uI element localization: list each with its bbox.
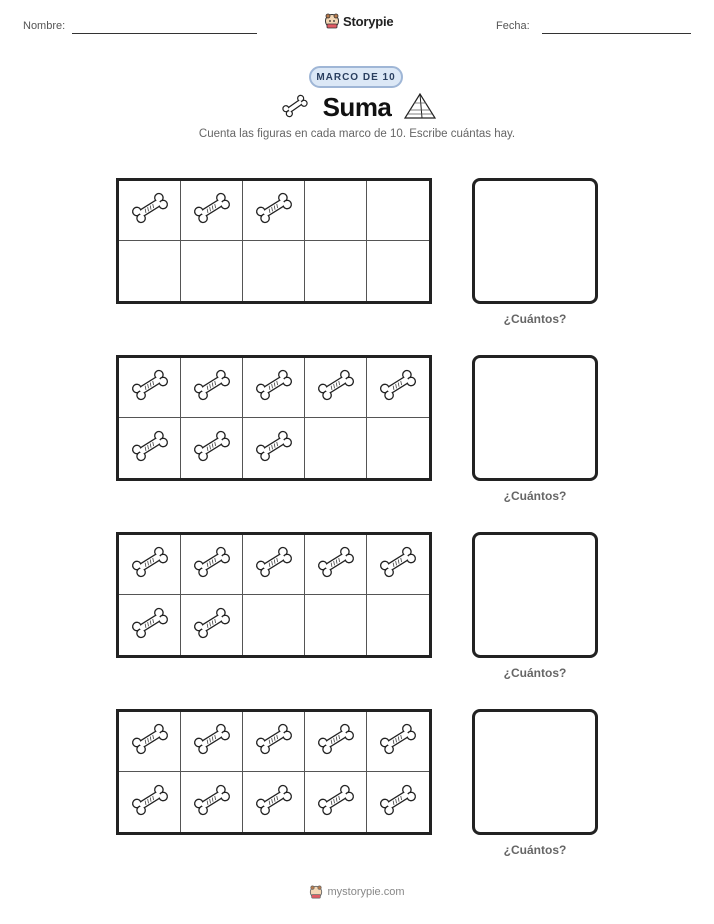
ten-frame-cell [181,241,243,301]
worksheet-badge: MARCO DE 10 [309,66,403,88]
bone-icon [314,368,358,407]
ten-frame-cell [367,712,429,772]
ten-frame-cell [181,358,243,418]
ten-frame-cell [243,712,305,772]
bone-icon [128,368,172,407]
answer-box[interactable] [472,178,598,304]
ten-frame [116,532,432,658]
ten-frame-cell [119,595,181,655]
ten-frame-cell [119,712,181,772]
bone-icon [376,368,420,407]
count-question-label: ¿Cuántos? [503,312,567,326]
answer-box[interactable] [472,709,598,835]
bone-icon [128,429,172,468]
bone-icon [252,191,296,230]
storypie-mascot-icon [309,885,323,899]
bone-icon [128,191,172,230]
instructions: Cuenta las figuras en cada marco de 10. Escribe cuántas hay. [198,128,516,140]
ten-frame-cell [181,712,243,772]
ten-frame-cell [305,595,367,655]
bone-icon [252,545,296,584]
pyramid-icon [402,92,438,122]
ten-frame-cell [367,535,429,595]
bone-icon [280,93,310,119]
ten-frame-cell [243,241,305,301]
ten-frame-cell [243,595,305,655]
bone-icon [252,368,296,407]
ten-frame-cell [181,772,243,832]
count-question-label: ¿Cuántos? [503,843,567,857]
bone-icon [190,545,234,584]
count-question-label: ¿Cuántos? [503,666,567,680]
name-line[interactable] [72,33,257,34]
bone-icon [128,722,172,761]
ten-frame-cell [119,535,181,595]
bone-icon [128,545,172,584]
bone-icon [252,783,296,822]
ten-frame [116,178,432,304]
ten-frame-cell [119,241,181,301]
ten-frame-cell [367,241,429,301]
bone-icon [190,606,234,645]
ten-frame-cell [181,535,243,595]
bone-icon [190,429,234,468]
bone-icon [376,783,420,822]
ten-frame-cell [367,418,429,478]
ten-frame-cell [305,712,367,772]
ten-frame-cell [367,595,429,655]
ten-frame-cell [243,358,305,418]
footer-url[interactable]: mystorypie.com [327,886,405,898]
bone-icon [190,191,234,230]
ten-frame-cell [119,772,181,832]
ten-frame-cell [305,418,367,478]
bone-icon [190,783,234,822]
ten-frame-cell [119,358,181,418]
bone-icon [128,783,172,822]
ten-frame-cell [243,181,305,241]
ten-frame-cell [305,772,367,832]
ten-frame-cell [243,418,305,478]
ten-frame-cell [243,535,305,595]
date-label: Fecha: [496,20,530,32]
ten-frame-cell [119,418,181,478]
footer [0,885,714,899]
bone-icon [190,722,234,761]
brand-name: Storypie [343,13,394,29]
ten-frame-cell [181,418,243,478]
bone-icon [128,606,172,645]
bone-icon [252,429,296,468]
page-title: Suma [322,92,392,122]
count-question-label: ¿Cuántos? [503,489,567,503]
bone-icon [376,545,420,584]
answer-box[interactable] [472,355,598,481]
ten-frame-cell [367,358,429,418]
ten-frame-cell [367,772,429,832]
ten-frame-cell [181,595,243,655]
bone-icon [252,722,296,761]
storypie-logo [324,13,393,29]
ten-frame-cell [305,241,367,301]
answer-box[interactable] [472,532,598,658]
ten-frame-cell [305,358,367,418]
ten-frame-cell [181,181,243,241]
name-label: Nombre: [23,20,66,32]
ten-frame [116,709,432,835]
ten-frame-cell [119,181,181,241]
bone-icon [314,545,358,584]
ten-frame-cell [367,181,429,241]
storypie-mascot-icon [324,13,340,29]
bone-icon [190,368,234,407]
bone-icon [314,783,358,822]
ten-frame-cell [305,181,367,241]
bone-icon [376,722,420,761]
ten-frame-cell [305,535,367,595]
bone-icon [314,722,358,761]
date-line[interactable] [542,33,691,34]
ten-frame-cell [243,772,305,832]
ten-frame [116,355,432,481]
